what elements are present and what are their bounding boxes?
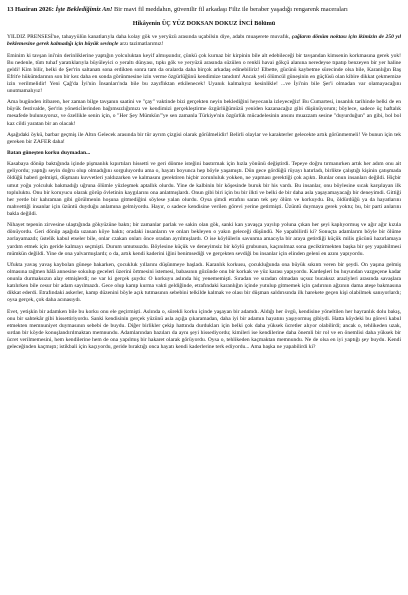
header-date: 13 Haziran 2026: [7, 6, 54, 13]
paragraph-dividing-line: Aşağıdaki öykü, barbar geçmiş ile Altın Gelecek arasında bir tür ayrım çizgisi olarak görülmelidir! Belirli olaylar ve karakterler gelecekte artık görünmemeli! Ve bunun için tek gereken bir ZAFER daha! [7, 131, 401, 145]
paragraph-festival: Ama bugünden itibaren, her zaman bilge tavşanın saatini ve "çay" vaktinde bizi gerçekten neyin beklediğini heyecanla izleyeceğiz! Bu Cumartesi, insanlık tarihinde belki de en büyük festivalde, Şer'rin yönetici̇lerinden bağımsızlığımızı ve kendimizi gerçekleştirme özgürlüğümüzü yeniden kazanacağız gibi düşünüyorum; böylece, sadece üç haftalık mesafede bulunuyoruz, ve özellikle senin için, o "Her Şey Mümkün"'ye sen zamanla Türkiye'nin özgürlük mücadelesinin ansını muazzam sesine "duyurduğun" an gibi, bol bol kaz cildi yaratan bir an olacak! [7, 99, 401, 127]
paragraph-story-2: Nihayet tepenin zirvesine ulaştığında gökyüzüne baktı; bir zamanlar parlak ve sakin olan gök, sanki kan yavaşça yayılıp yoluna çıkan her şeyi kaplıyormuş ve ağır ağır kızıla dönüyordu. Geri dönüp aşağıda uzanan köye baktı; oradaki insanların ve onları bekleyen o yakın geleceği düşündü. Ne yapabilirdi ki? Sonuçta adamlarım böyle bir ölüme zorlayamazdı; üstelik kabul etseler bile, onlar czakan onları önce oradan ayrılmışlardı. O ise köylülerin savunma amacıyla bir araya getirdiği küçük milis gücünü hazırlamaya yardım etmek için geride kalmayı seçmişti. Durum umutsuzdu. Böylesine küçük ve deneyimsiz bir köylü grubunun, kaçınılmaz sona geciktirmekten başka bir şey yapabilmesi mümkün değildi. Yine de ona yalvarmışlardı; o da, artık kendi kaderini iğini benimsediği ve gerçekten sevdiği bu insanlar için elinden geleni en azını yapıyordu. [7, 222, 401, 257]
dedication-text-b: arzı tazimatlarımız! [119, 41, 164, 48]
paragraph-rabbit-hole: Eminim ki tavşan ini'nin derinliklerine yaptığın yolculuktan keyif almışsındır, çünkü çok kurnaz bir kirpinin bile alt edebileceği bir tavşandan kimsenin korkmasına gerek yok! Bu nedenle, tüm tuhaf yaratıklarıyla büyüleyici o yeraltı dünyası, tıpkı gök ve yeryüzü arasında süzülen o renkli havai gökçü alanına neredeyse tıpatıp benzeyen bir yer haline geldi! Kim bilir, belki de Şer'rin saltanatı sona erdikten sonra tam da oralarda daha birçok arkadaş edinebiliriz! Elbette, gücünü kaybetme sürecinde olsa bile, Karanlığın Baş Efrit'e hükümdarının son bir kez daha en sonda görünmesine izin verme özgürlüğünü kendimize tanıdım! Ancak yeli ölümcül güneşinin en güçlüsü olan kibire dikkat çekmemize izin verilmelidir! Yeni Çağ'da İyi'nin İnsanları'nda bile bu zayıflıktan etkilenecek! Uyanık kalmalıyız kesinlikle! ...ve İyi'nin bile Şer'i olmadan var olamayacağını unutmamalıyız! [7, 52, 401, 94]
chapter-title: Hikâyenin ÜÇ YÜZ DOKSAN DOKUZ İNCİ Bölümü [132, 20, 276, 28]
header-tagline: İşte Beklediğimiz An! [55, 6, 113, 13]
paragraph-story-3: Ufukta yavaş yavaş kaybolan güneşe bakarken, çocukluk yıllarını düşünmeye başladı. Karanlık korkusu, çocukluğunda ona büyük sıkıntı veren bir şeydi. On yaşına gelmiş olmasına rağmen hâlâ annesine sokulup geceleri üzerini örtmesini istemesi, babasının gözünde onu bir korkak ve yüz karası yapıyordu. Kardeşleri bu huyundan vazgeçene kadar onunla durmaksızın alay etmişlerdi; ne var ki gerçek şuydu: O korkuyu aslında hiç yenememişti. Sıradan ve sıradan olmadan uçsuz bucaksız araziyleri arasında savaşlara katılırken bile cesur bir adam sayılmazdı. Gece olup kamp kurma vakti geldiğinde, etrafındaki karanlığın içinde yutulup gitmemek için çadırının ağzının dama ateşe bakmasına dikkat ederdi. Etrafındaki askerler, kamp düzenini böyle açık tutmasının sebebini telkilde kalmak ve olası bir düşman saldırısında ilk harekete geçen kişi olabilmek sanıyorlardı; oysa gerçek, çok daha acınasıydı. [7, 261, 401, 304]
paragraph-story-1: Kasabaya dönüp baktığında içinde pişmanlık kıpırtıları hissetti ve geri dönme isteğini bastırmak için hızla yönünü değiştirdi. Tepeye doğru tırmanırken artık her adım onu ait geliyordu; yaptığı seyin doğru olup olmadığını sorguluyordu ama o, hayatı boyunca hep böyle yaşamıştı. Dün gece gördüğü rüyayı hatırladı, birlikte çalıştığı kişinin çatışmada öldüğü haberi gelmişti, düşmanı kuvvetleri yaldızarken ve kalmasını gerektiren hiçbir zorunluluk yokken, ne yapması gerektiği çok açıktı. Bunlar onun insanları değildi. Hiçbir umut yoğu yolculuk bakmadığı uğruna ölümle yüzleşmek aptallık olurdu. Yine de kalbinin bir köşesinde buruk bir his vardı. Bu insanlar, onu böylesine sıcak karşılayan ilk topluluktu. Onu bir koruyucu olarak görüp övletinin kaygılarını ona anlatmışlardı. Onun gibi biri için bu bir ilkti ve belki de bir daha asla yaşayamayacağı bir deneyimdi. Gittiği her yerde bir kahraman gibi görülmenin hoşuna gitmediğini söylese yalan olurdu. Oysa şimdi etrafını saran tek şey ölüm ve korkuydu. Bu, öldürdüğü ya da hayatlarını mahvettiği insanlar için üzüntü duyduğu anlamına gelmiyordu. Hayır, o sadece kendisine verilen görevi yerine getirmişti. Üzüntü duymaya gerek yoktu; bu, bir parti anlarını bakla değildi. [7, 161, 401, 217]
story-subtitle: Batan güneşten korku duymadan... [7, 150, 91, 157]
dedication-text-a: YILDIZ PRENSESİ'ne, tahayyülün kanatlarıyla daha kolay gök ve yeryüzü arasında uçabilsin diye, adabı muaşerete muvafık, [7, 34, 291, 41]
document-header [7, 6, 401, 14]
dedication-emphasis: çağların dönüm noktası için ikimizin de 250 yıl beklemesine gerek kalmadığı için büyük sevinçle [7, 34, 402, 48]
header-intro: Bir mavi fil meddahın, güvenilir fil arkadaşı Filiz ile beraber yaşadığı rengarenk maceraları [114, 6, 348, 13]
paragraph-story-4: Evet, yetişkin bir adamken bile bu korku onu ele geçirmişti. Aslında o, sürekli korku içinde yaşayan bir adamdı. Aldığı her övgü, kendisine yöneltilen her hayranlık dolu bakış, onu bir sahtekâr gibi hissettiriyordu. Sanki kendisinin gerçek yüzünü asla açığa çıkaramadan, daha iyi bir adamın hayatını yaşıyormuş gibiydi. Hatta köydeki bu görevi kabul etmekten memnuniyet duymasının sebebi de buydu. Diğer birlikler çekip hattında durdukları için belki çok daha yüksek ücretler alıyor olabilirdi; ancak o, tehlikeden uzak, sırdan bir köyde konuşlandırılmaktan memnundu. Adamlarından bazıları da aynı şeyi hissediyordu; kimileri ise kendilerine daha önemli bir rol ve en önemlisi daha yüksek bir ücret verilmemesini, hem kendilerine hem de ona yapılmış bir hakaret olarak görüyordu. Oysa o, tehlikeden kaçmaktan memnundu. Ne de olsa en iyi yaptığı şey buydu. Kendi geleceğinden kaçmıştı; istikbali için kaçıyordu, geride bıraktığı onca hayatı kendi kaderlerine terk ediyordu... Ama başka ne yapabilirdi ki? [7, 308, 401, 351]
dedication-paragraph [7, 34, 401, 48]
